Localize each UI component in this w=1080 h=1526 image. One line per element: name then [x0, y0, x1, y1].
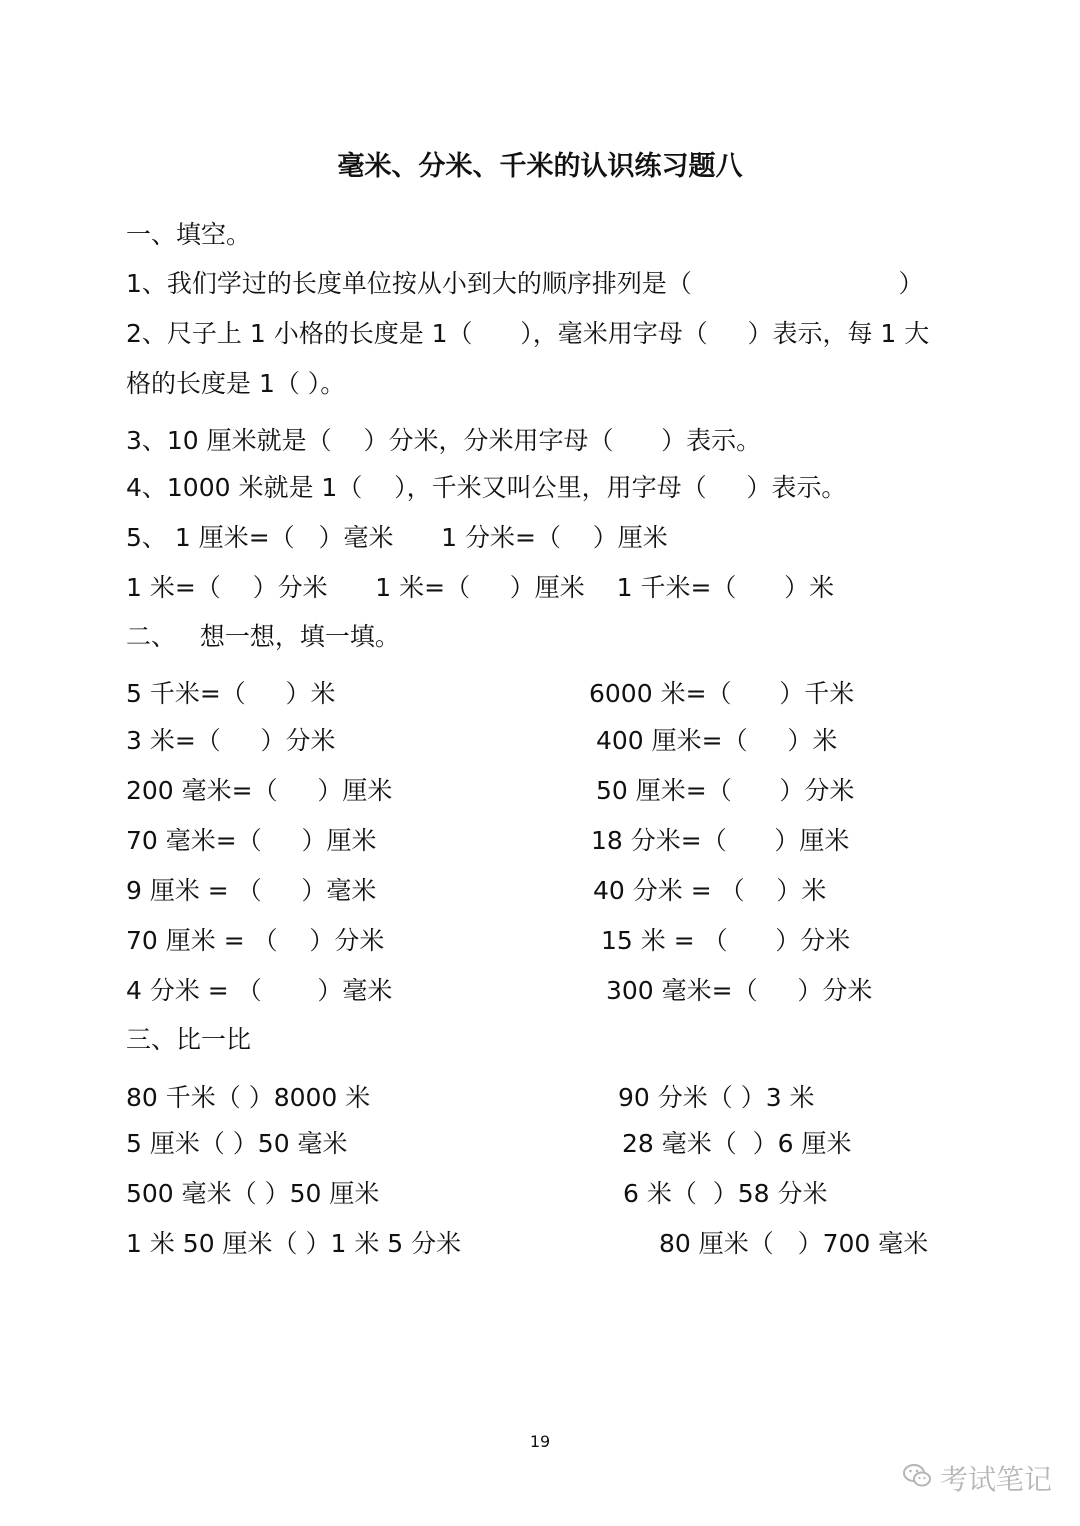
- question-line: 4、1000 米就是 1（ ），千米又叫公里，用字母（ ）表示。: [126, 473, 847, 502]
- question-line: 2、尺子上 1 小格的长度是 1（ ），毫米用字母（ ）表示，每 1 大: [126, 319, 930, 348]
- compare-right: 80 厘米（ ）700 毫米: [659, 1229, 929, 1258]
- exercise-left: 4 分米 = （ ）毫米: [126, 976, 393, 1005]
- exercise-left: 9 厘米 = （ ）毫米: [126, 876, 377, 905]
- exercise-right: 18 分米=（ ）厘米: [591, 826, 850, 855]
- exercise-right: 300 毫米=（ ）分米: [606, 976, 873, 1005]
- question-line: 3、10 厘米就是（ ）分米，分米用字母（ ）表示。: [126, 426, 762, 455]
- compare-right: 6 米（ ）58 分米: [623, 1179, 828, 1208]
- section-3-heading: 三、比一比: [126, 1025, 252, 1054]
- exercise-left: 200 毫米=（ ）厘米: [126, 776, 393, 805]
- compare-left: 5 厘米（ ）50 毫米: [126, 1129, 348, 1158]
- section-2-heading: 二、 想一想，填一填。: [126, 622, 400, 651]
- exercise-left: 3 米=（ ）分米: [126, 726, 336, 755]
- page-title: 毫米、分米、千米的认识练习题八: [337, 151, 743, 182]
- question-line: 1、我们学过的长度单位按从小到大的顺序排列是（ ）: [126, 269, 924, 298]
- question-line: 5、 1 厘米=（ ）毫米 1 分米=（ ）厘米: [126, 523, 668, 552]
- watermark: [902, 1458, 1052, 1498]
- compare-left: 500 毫米（ ）50 厘米: [126, 1179, 380, 1208]
- compare-left: 1 米 50 厘米（ ）1 米 5 分米: [126, 1229, 462, 1258]
- exercise-left: 70 厘米 = （ ）分米: [126, 926, 385, 955]
- wechat-icon: [902, 1463, 932, 1493]
- compare-right: 28 毫米（ ）6 厘米: [622, 1129, 852, 1158]
- section-1-heading: 一、填空。: [126, 220, 252, 249]
- exercise-left: 70 毫米=（ ）厘米: [126, 826, 377, 855]
- exercise-right: 40 分米 = （ ）米: [593, 876, 827, 905]
- exercise-left: 5 千米=（ ）米: [126, 679, 336, 708]
- exercise-right: 6000 米=（ ）千米: [589, 679, 855, 708]
- exercise-right: 15 米 = （ ）分米: [601, 926, 851, 955]
- compare-right: 90 分米（ ）3 米: [618, 1083, 815, 1112]
- compare-left: 80 千米（ ）8000 米: [126, 1083, 371, 1112]
- exercise-right: 50 厘米=（ ）分米: [596, 776, 855, 805]
- question-line: 1 米=（ ）分米 1 米=（ ）厘米 1 千米=（ ）米: [126, 573, 835, 602]
- exercise-right: 400 厘米=（ ）米: [596, 726, 838, 755]
- question-line: 格的长度是 1（ ）。: [126, 369, 346, 398]
- page-number: 19: [529, 1432, 551, 1451]
- watermark-text: 考试笔记: [940, 1463, 1053, 1496]
